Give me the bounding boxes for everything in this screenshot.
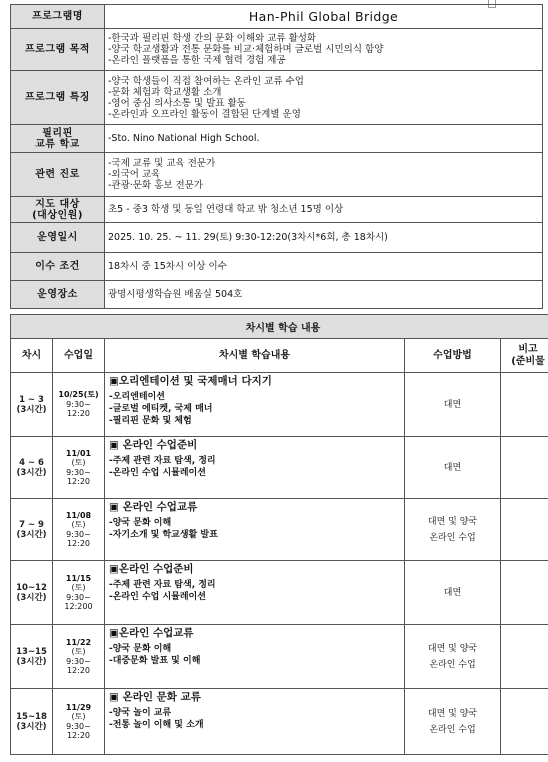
target-label — [11, 197, 105, 223]
date-line: 11/01 — [65, 448, 92, 458]
session-cell — [11, 561, 53, 625]
note-cell — [501, 499, 548, 561]
content-cell — [105, 561, 405, 625]
completion-value: 18차시 중 15차시 이상 이수 — [105, 253, 543, 281]
completion-label: 이수 조건 — [11, 253, 105, 281]
schedule-row — [11, 689, 548, 755]
schedule-row — [11, 437, 548, 499]
method-line: 온라인 수업 — [429, 659, 476, 670]
completion-row — [11, 253, 543, 281]
session-range: 10~12 — [16, 582, 47, 593]
school-label — [11, 125, 105, 153]
note-cell — [501, 625, 548, 689]
date-line: 12:20 — [66, 477, 91, 486]
program-name-row — [11, 5, 543, 29]
location-value: 광명시평생학습원 배움실 504호 — [105, 281, 543, 309]
date-cell — [53, 499, 105, 561]
school-row — [11, 125, 543, 153]
session-hours: (3시간) — [16, 529, 47, 540]
target-value: 초5 - 중3 학생 및 동일 연령대 학교 밖 청소년 15명 이상 — [105, 197, 543, 223]
session-cell — [11, 689, 53, 755]
session-hours: (3시간) — [16, 404, 47, 415]
target-label-line: (대상인원) — [32, 209, 83, 221]
features-line: -문화 체험과 학교생활 소개 — [108, 86, 222, 98]
note-cell — [501, 689, 548, 755]
method-line: 대면 — [443, 462, 462, 473]
program-name-value: Han-Phil Global Bridge — [105, 5, 543, 29]
target-row — [11, 197, 543, 223]
date-line: 12:200 — [64, 602, 93, 611]
content-cell — [105, 625, 405, 689]
session-cell — [11, 625, 53, 689]
schedule-section-title: 차시별 학습 내용 — [11, 315, 548, 339]
method-cell — [405, 561, 501, 625]
method-line: 온라인 수업 — [429, 724, 476, 735]
period-label: 운영일시 — [11, 223, 105, 253]
content-item: -온라인 수업 시뮬레이션 — [109, 468, 206, 478]
date-cell — [53, 437, 105, 499]
date-line: 9:30~ — [66, 529, 91, 539]
session-hours: (3시간) — [16, 721, 47, 732]
date-line: 9:30~ — [66, 592, 91, 602]
date-line: 10/25(토) — [58, 390, 99, 400]
date-cell — [53, 625, 105, 689]
method-line: 대면 및 양국 — [427, 643, 478, 654]
target-label-line: 지도 대상 — [35, 198, 80, 210]
method-line: 대면 — [443, 587, 462, 598]
career-line: -관광·문화 홍보 전문가 — [108, 180, 204, 191]
date-line: 11/29 — [65, 702, 92, 712]
content-cell — [105, 373, 405, 437]
header-date: 수업일 — [53, 339, 105, 373]
program-info-table — [10, 4, 543, 309]
date-line: 9:30~ — [66, 399, 91, 409]
content-title: ▣온라인 수업준비 — [109, 563, 194, 575]
session-range: 4 ~ 6 — [19, 457, 44, 468]
features-label: 프로그램 특징 — [11, 71, 105, 125]
features-row — [11, 71, 543, 125]
period-value: 2025. 10. 25. ~ 11. 29(토) 9:30-12:20(3차시*6회, 총 18차시) — [105, 223, 543, 253]
program-name-label: 프로그램명 — [11, 5, 105, 29]
date-line: 11/15 — [65, 573, 92, 583]
features-line: -온라인과 오프라인 활동이 결합된 단계별 운영 — [108, 108, 301, 120]
content-item: -오리엔테이션 — [109, 392, 165, 402]
date-line: 12:20 — [66, 409, 91, 419]
purpose-line: -온라인 플랫폼을 통한 국제 협력 경험 제공 — [108, 55, 286, 66]
header-content: 차시별 학습내용 — [105, 339, 405, 373]
header-method: 수업방법 — [405, 339, 501, 373]
method-cell — [405, 499, 501, 561]
content-title: ▣오리엔테이션 및 국제매너 다지기 — [109, 375, 272, 387]
content-cell — [105, 437, 405, 499]
content-title: ▣ 온라인 수업준비 — [109, 439, 198, 451]
career-line: -외국어 교육 — [108, 169, 161, 180]
content-item: -글로벌 에티켓, 국제 매너 — [109, 404, 213, 414]
date-line: 9:30~ — [66, 721, 91, 731]
header-note — [501, 339, 548, 373]
session-cell — [11, 437, 53, 499]
date-line: 12:20 — [66, 666, 91, 675]
content-item: -양국 놀이 교류 — [109, 708, 172, 718]
content-item: -주제 관련 자료 탐색, 정리 — [109, 456, 216, 466]
content-item: -대중문화 발표 및 이해 — [109, 656, 201, 666]
date-line: 9:30~ — [66, 656, 91, 666]
session-range: 7 ~ 9 — [19, 519, 44, 530]
period-row — [11, 223, 543, 253]
purpose-label: 프로그램 목적 — [11, 29, 105, 71]
date-line: (토) — [71, 520, 86, 529]
content-title: ▣ 온라인 문화 교류 — [109, 691, 201, 703]
date-line: 9:30~ — [66, 467, 91, 477]
content-title: ▣ 온라인 수업교류 — [109, 501, 198, 513]
header-session: 차시 — [11, 339, 53, 373]
content-item: -양국 문화 이해 — [109, 518, 172, 528]
location-row — [11, 281, 543, 309]
session-hours: (3시간) — [16, 467, 47, 478]
purpose-line: -한국과 필리핀 학생 간의 문화 이해와 교류 활성화 — [108, 33, 317, 44]
date-line: 12:20 — [66, 539, 91, 548]
date-line: (토) — [71, 458, 86, 467]
school-value: -Sto. Nino National High School. — [105, 125, 543, 153]
note-cell — [501, 373, 548, 437]
schedule-row — [11, 625, 548, 689]
school-label-line: 교류 학교 — [35, 138, 80, 150]
schedule-row — [11, 499, 548, 561]
header-note-line: 비고 — [518, 343, 538, 355]
content-title: ▣온라인 수업교류 — [109, 627, 194, 639]
method-cell — [405, 689, 501, 755]
school-label-line: 필리핀 — [42, 127, 73, 139]
session-hours: (3시간) — [16, 592, 47, 603]
session-range: 15~18 — [16, 711, 47, 722]
method-line: 대면 및 양국 — [427, 516, 478, 527]
date-line: (토) — [71, 712, 86, 721]
date-line: 12:20 — [66, 731, 91, 740]
content-item: -양국 문화 이해 — [109, 644, 172, 654]
location-label: 운영장소 — [11, 281, 105, 309]
features-line: -영어 중심 의사소통 및 발표 활동 — [108, 97, 246, 109]
purpose-value — [105, 29, 543, 71]
content-item: -전통 놀이 이해 및 소개 — [109, 720, 204, 730]
content-cell — [105, 499, 405, 561]
method-cell — [405, 437, 501, 499]
content-item: -자기소개 및 학교생활 발표 — [109, 530, 218, 540]
career-label: 관련 진로 — [11, 153, 105, 197]
date-line: (토) — [71, 583, 86, 592]
content-item: -필리핀 문화 및 체험 — [109, 416, 192, 426]
date-line: (토) — [71, 647, 86, 656]
date-cell — [53, 561, 105, 625]
content-item: -주제 관련 자료 탐색, 정리 — [109, 580, 216, 590]
purpose-row — [11, 29, 543, 71]
features-line: -양국 학생들이 직접 참여하는 온라인 교류 수업 — [108, 75, 304, 87]
date-line: 11/22 — [65, 637, 92, 647]
session-hours: (3시간) — [16, 656, 47, 667]
session-range: 13~15 — [16, 646, 47, 657]
career-row — [11, 153, 543, 197]
session-range: 1 ~ 3 — [19, 394, 44, 405]
method-line: 온라인 수업 — [429, 532, 476, 543]
date-cell — [53, 373, 105, 437]
content-cell — [105, 689, 405, 755]
method-line: 대면 — [443, 399, 462, 410]
date-line: 11/08 — [65, 510, 92, 520]
career-value — [105, 153, 543, 197]
header-note-line: (준비물 — [511, 355, 545, 367]
session-cell — [11, 373, 53, 437]
note-cell — [501, 437, 548, 499]
schedule-section-row — [11, 315, 548, 339]
features-value — [105, 71, 543, 125]
purpose-line: -양국 학교생활과 전통 문화를 비교·체험하며 글로벌 시민의식 함양 — [108, 44, 384, 55]
schedule-row — [11, 561, 548, 625]
method-cell — [405, 625, 501, 689]
date-cell — [53, 689, 105, 755]
session-cell — [11, 499, 53, 561]
schedule-body — [11, 373, 548, 755]
method-cell — [405, 373, 501, 437]
schedule-table — [10, 314, 548, 755]
schedule-row — [11, 373, 548, 437]
content-item: -온라인 수업 시뮬레이션 — [109, 592, 206, 602]
schedule-header-row — [11, 339, 548, 373]
method-line: 대면 및 양국 — [427, 708, 478, 719]
note-cell — [501, 561, 548, 625]
career-line: -국제 교류 및 교육 전문가 — [108, 158, 216, 169]
